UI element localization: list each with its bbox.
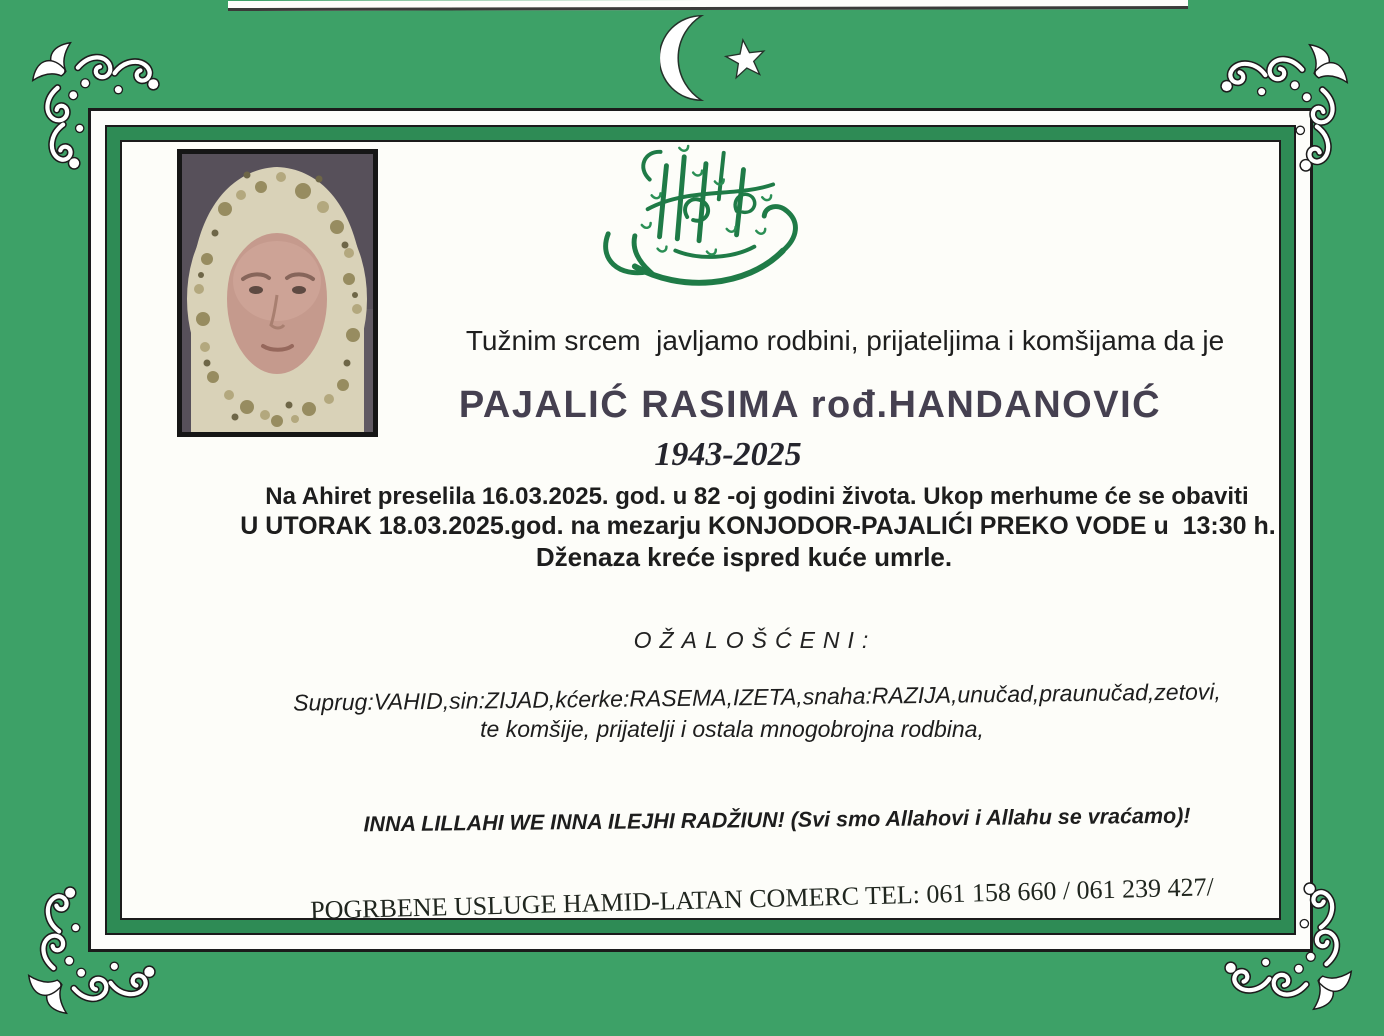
life-years: 1943-2025 [654, 436, 802, 473]
intro-line: Tužnim srcem javljamo rodbini, prijateljima i komšijama da je [465, 325, 1225, 356]
funeral-services-footer: POGRBENE USLUGE HAMID-LATAN COMERC TEL: 061 158 660 / 061 239 427/ [309, 872, 1215, 925]
mourners-list-line-2: te komšije, prijatelji i ostala mnogobrojna rodbina, [480, 716, 984, 742]
corner-flourish-bottom-left [26, 878, 164, 1016]
corner-flourish-top-right [1212, 42, 1350, 180]
mourners-list-line-1: Suprug:VAHID,sin:ZIJAD,kćerke:RASEMA,IZETA,snaha:RAZIJA,unučad,praunučad,zetovi, [293, 678, 1221, 716]
corner-flourish-top-left [30, 40, 168, 178]
arabic-calligraphy-emblem [588, 140, 816, 298]
deceased-name: PAJALIĆ RASIMA rođ.HANDANOVIĆ [458, 384, 1162, 426]
corner-flourish-bottom-right [1216, 874, 1354, 1012]
portrait-of-deceased-photo [177, 149, 378, 437]
procession-info-line: Dženaza kreće ispred kuće umrle. [535, 542, 953, 572]
mourners-heading: OŽALOŠĆENI: [633, 627, 877, 653]
funeral-info-line: U UTORAK 18.03.2025.god. na mezarju KONJODOR-PAJALIĆI PREKO VODE u 13:30 h. [240, 512, 1276, 540]
prayer-line: INNA LILLAHI WE INNA ILEJHI RADŽIUN! (Svi smo Allahovi i Allahu se vraćamo)! [363, 803, 1191, 837]
death-info-line: Na Ahiret preselila 16.03.2025. god. u 82 -oj godini života. Ukop merhume će se obaviti [265, 483, 1249, 510]
crescent-and-star-icon [660, 10, 768, 106]
